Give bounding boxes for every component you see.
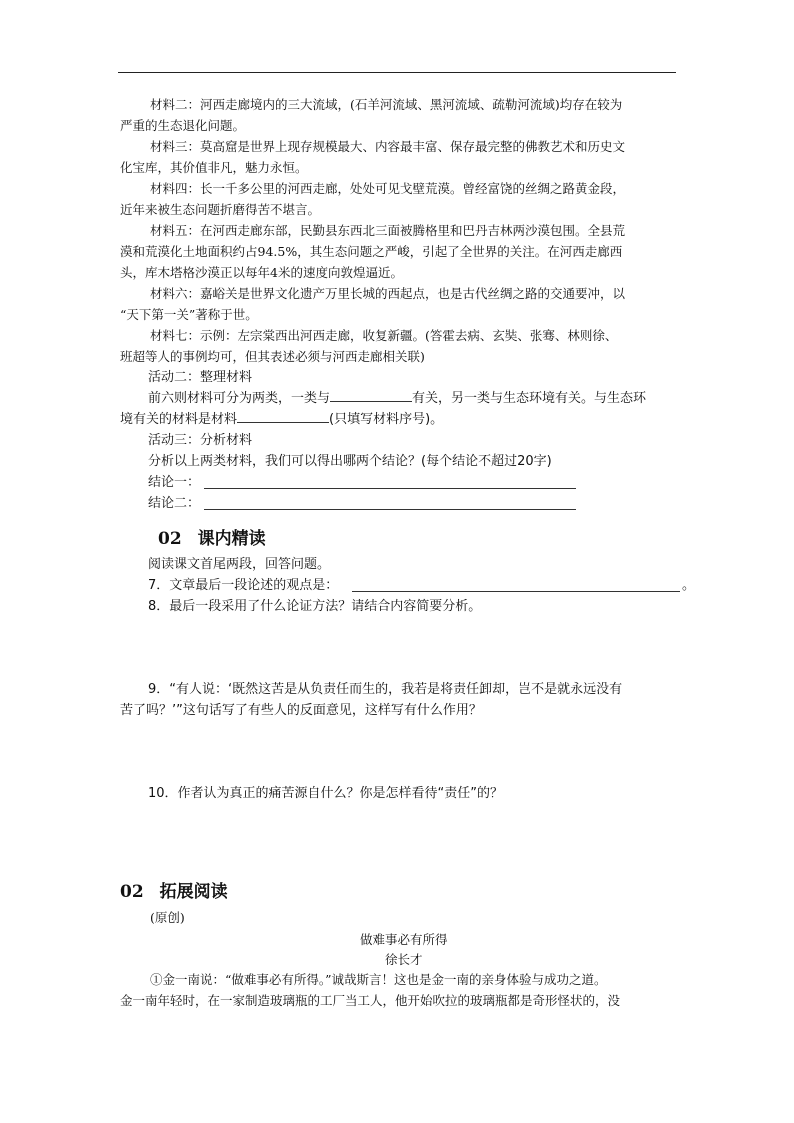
material-4-line1: 材料四：长一千多公里的河西走廊，处处可见戈壁荒漠。曾经富饶的丝绸之路黄金段，	[150, 181, 626, 196]
material-5-line1: 材料五：在河西走廊东部，民勤县东西北三面被腾格里和巴丹吉林两沙漠包围。全县荒	[150, 223, 626, 238]
activity2-text-d: (只填写材料序号)。	[329, 412, 444, 427]
article-author: 徐长才	[385, 952, 423, 967]
section-number: 02	[158, 529, 182, 549]
material-2-line2: 严重的生态退化问题。	[120, 118, 246, 133]
reading-intro: 阅读课文首尾两段，回答问题。	[148, 557, 331, 572]
material-7-line2: 班超等人的事例均可，但其表述必须与河西走廊相关联)	[120, 349, 425, 364]
answer-blank-category[interactable]	[330, 401, 412, 402]
material-7-line1: 材料七：示例：左宗棠西出河西走廊，收复新疆。(答霍去病、玄奘、张骞、林则徐、	[150, 328, 618, 343]
section-title: 拓展阅读	[159, 882, 228, 902]
section-title: 课内精读	[197, 529, 266, 549]
activity2-text-a: 前六则材料可分为两类，一类与	[148, 391, 331, 406]
section-number: 02	[120, 882, 144, 902]
activity3-title: 活动三：分析材料	[148, 433, 253, 448]
question-7-answer-line[interactable]	[352, 591, 680, 592]
article-paragraph-1-line2: 金一南年轻时，在一家制造玻璃瓶的工厂当工人，他开始吹拉的玻璃瓶都是奇形怪状的，没	[120, 993, 621, 1008]
activity2-line1	[148, 389, 646, 409]
material-2-line1: 材料二：河西走廊境内的三大流域，(石羊河流域、黑河流域、疏勒河流域)均存在较为	[150, 97, 623, 112]
article-paragraph-1-line1: ①金一南说：“做难事必有所得。”诚哉斯言！这也是金一南的亲身体验与成功之道。	[150, 972, 607, 987]
answer-blank-materials[interactable]	[237, 422, 329, 423]
section-heading-extended	[120, 877, 228, 902]
original-note: (原创)	[150, 910, 185, 925]
question-7-period: 。	[682, 578, 696, 593]
question-9-line2: 苦了吗？’”这句话写了有些人的反面意见，这样写有什么作用？	[120, 703, 482, 718]
material-5-line2: 漠和荒漠化土地面积约占94.5%，其生态问题之严峻，引起了全世界的关注。在河西走廊西	[120, 244, 623, 259]
question-8: 8．最后一段采用了什么论证方法？请结合内容简要分析。	[148, 599, 482, 614]
material-5-line3: 头，库木塔格沙漠正以每年4米的速度向敦煌逼近。	[120, 265, 403, 280]
conclusion-1-label: 结论一：	[148, 475, 201, 490]
material-3-line2: 化宝库，其价值非凡，魅力永恒。	[120, 160, 308, 175]
material-6-line2: “天下第一关”著称于世。	[120, 307, 258, 322]
conclusion-2-label: 结论二：	[148, 496, 201, 511]
activity2-line2	[120, 410, 443, 430]
question-7: 7．文章最后一段论述的观点是：	[148, 578, 339, 593]
conclusion-2-line[interactable]	[204, 509, 576, 510]
activity2-title: 活动二：整理材料	[148, 370, 253, 385]
activity2-text-b: 有关，另一类与生态环境有关。与生态环	[412, 391, 647, 406]
material-4-line2: 近年来被生态问题折磨得苦不堪言。	[120, 202, 321, 217]
section-heading-classroom	[158, 524, 266, 549]
activity3-question: 分析以上两类材料，我们可以得出哪两个结论？(每个结论不超过20字)	[148, 454, 552, 469]
conclusion-1-line[interactable]	[204, 488, 576, 489]
header-rule	[118, 72, 676, 73]
question-10: 10．作者认为真正的痛苦源自什么？你是怎样看待“责任”的？	[148, 786, 504, 801]
material-6-line1: 材料六：嘉峪关是世界文化遗产万里长城的西起点，也是古代丝绸之路的交通要冲，以	[150, 286, 626, 301]
question-9-line1: 9．“有人说：‘既然这苦是从负责任而生的，我若是将责任卸却，岂不是就永远没有	[148, 682, 623, 697]
activity2-text-c: 境有关的材料是材料	[120, 412, 238, 427]
article-title: 做难事必有所得	[360, 932, 448, 947]
material-3-line1: 材料三：莫高窟是世界上现存规模最大、内容最丰富、保存最完整的佛教艺术和历史文	[150, 139, 626, 154]
